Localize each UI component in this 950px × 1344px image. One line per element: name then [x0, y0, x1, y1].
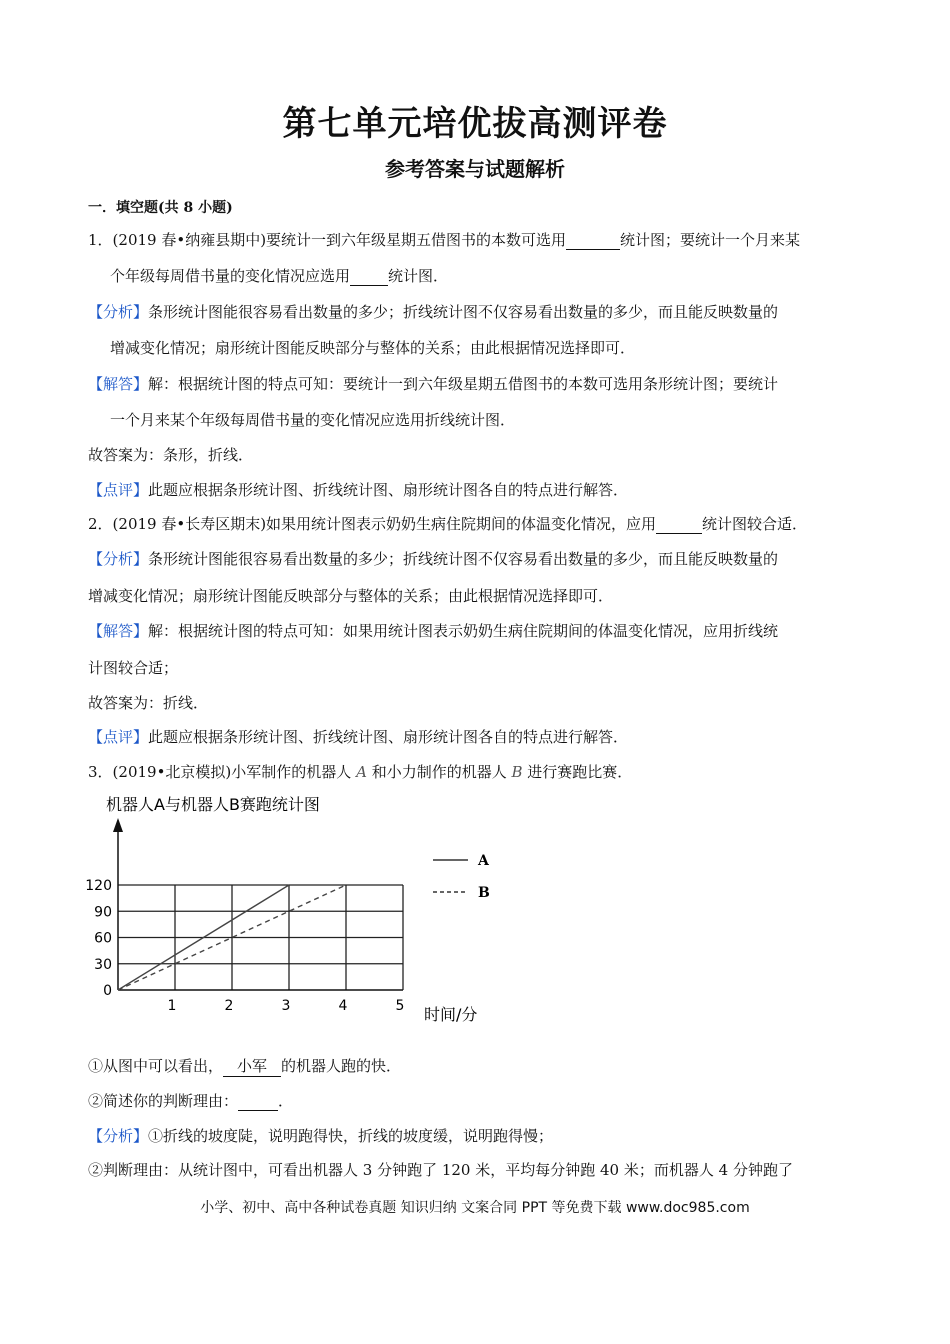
origin-label: 0 [103, 983, 112, 999]
chart-title: 机器人A与机器人B赛跑统计图 [106, 795, 320, 814]
q3-stem-part: 和小力制作的机器人 [371, 763, 507, 781]
analysis-text: 条形统计图能很容易看出数量的多少；折线统计图不仅容易看出数量的多少，而且能反映数量的 [148, 550, 779, 568]
q2-number: 2． [88, 515, 113, 533]
legend-label-b: B [478, 885, 490, 901]
q1-solution-cont: 一个月来某个年级每周借书量的变化情况应选用折线统计图． [110, 411, 516, 429]
robot-a-variable: A [356, 763, 367, 781]
race-line-chart [85, 790, 508, 1040]
y-axis-arrow [113, 818, 123, 832]
y-tick-label: 30 [94, 956, 112, 973]
q2-solution [88, 621, 778, 641]
x-tick-label: 5 [395, 998, 405, 1014]
analysis-tag: 【分析】 [88, 550, 149, 568]
page-footer: 小学、初中、高中各种试卷真题 知识归纳 文案合同 PPT 等免费下载 www.doc985.com [200, 1200, 750, 1216]
q3-analysis-cont: ②判断理由：从统计图中，可看出机器人 3 分钟跑了 120 米，平均每分钟跑 40 米；而机器人 4 分钟跑了 [88, 1161, 793, 1179]
comment-tag: 【点评】 [88, 481, 149, 499]
q1-blank-1[interactable] [566, 233, 620, 250]
q2-stem-part: (2019 春•长寿区期末)如果用统计图表示奶奶生病住院期间的体温变化情况，应用 [112, 515, 657, 533]
q3-sub1-answer[interactable]: 小军 [223, 1056, 281, 1077]
q2-blank[interactable] [656, 517, 702, 534]
robot-b-variable: B [511, 763, 523, 781]
q2-solution-cont: 计图较合适； [88, 659, 179, 677]
q2-stem [88, 514, 807, 534]
q1-analysis [88, 302, 778, 322]
q1-stem-part: 统计图． [388, 267, 449, 285]
x-axis-label: 时间/分 [424, 1005, 478, 1024]
q3-sub1-text: ①从图中可以看出， [88, 1057, 224, 1075]
q1-number: 1． [88, 231, 113, 249]
y-tick-label: 120 [85, 878, 112, 894]
q3-sub1 [88, 1056, 401, 1077]
q2-comment [88, 727, 628, 747]
q3-number: 3． [88, 763, 113, 781]
q3-sub1-text: 的机器人跑的快． [281, 1057, 402, 1075]
q3-sub2-blank[interactable] [238, 1094, 278, 1111]
legend-label-a: A [478, 853, 489, 869]
q1-answer: 故答案为：条形，折线． [88, 446, 254, 464]
x-tick-label: 1 [167, 998, 177, 1014]
q3-sub2 [88, 1091, 293, 1111]
x-tick-label: 2 [224, 998, 234, 1014]
q3-stem [88, 762, 632, 782]
comment-text: 此题应根据条形统计图、折线统计图、扇形统计图各自的特点进行解答． [148, 728, 629, 746]
analysis-tag: 【分析】 [88, 1127, 149, 1145]
q2-analysis [88, 549, 778, 569]
q1-stem-part: 统计图；要统计一个月来某 [620, 231, 801, 249]
q2-analysis-cont: 增减变化情况；扇形统计图能反映部分与整体的关系；由此根据情况选择即可． [88, 587, 614, 605]
q1-stem-part: 个年级每周借书量的变化情况应选用 [110, 267, 351, 285]
comment-tag: 【点评】 [88, 728, 149, 746]
q1-comment [88, 480, 628, 500]
q2-stem-part: 统计图较合适． [702, 515, 808, 533]
q2-answer: 故答案为：折线． [88, 694, 209, 712]
q3-stem-part: (2019•北京模拟)小军制作的机器人 [112, 763, 352, 781]
q1-stem-line2 [110, 266, 448, 286]
analysis-text: ①折线的坡度陡，说明跑得快，折线的坡度缓，说明跑得慢； [148, 1127, 554, 1145]
comment-text: 此题应根据条形统计图、折线统计图、扇形统计图各自的特点进行解答． [148, 481, 629, 499]
chart-ticks [85, 878, 404, 1014]
chart-grid [118, 885, 403, 990]
page-title: 第七单元培优拔高测评卷 [282, 104, 668, 144]
x-tick-label: 3 [281, 998, 291, 1014]
q1-analysis-cont: 增减变化情况；扇形统计图能反映部分与整体的关系；由此根据情况选择即可． [110, 339, 636, 357]
q1-blank-2[interactable] [350, 269, 388, 286]
q1-solution [88, 374, 778, 394]
page-subtitle: 参考答案与试题解析 [385, 157, 565, 181]
chart-legend [433, 853, 490, 901]
q1-stem-part: (2019 春•纳雍县期中)要统计一到六年级星期五借图书的本数可选用 [112, 231, 567, 249]
q3-stem-part: 进行赛跑比赛． [527, 763, 633, 781]
analysis-tag: 【分析】 [88, 303, 149, 321]
solution-tag: 【解答】 [88, 375, 149, 393]
y-tick-label: 60 [94, 930, 112, 947]
y-tick-label: 90 [94, 904, 112, 921]
solution-tag: 【解答】 [88, 622, 149, 640]
q1-stem-line1 [88, 230, 800, 250]
q3-sub2-text: ． [278, 1092, 294, 1110]
q3-analysis [88, 1126, 553, 1146]
section-heading: 一．填空题(共 8 小题) [88, 200, 233, 216]
q3-sub2-text: ②简述你的判断理由： [88, 1092, 239, 1110]
solution-text: 解：根据统计图的特点可知：要统计一到六年级星期五借图书的本数可选用条形统计图；要统计 [148, 375, 779, 393]
solution-text: 解：根据统计图的特点可知：如果用统计图表示奶奶生病住院期间的体温变化情况，应用折线统 [148, 622, 779, 640]
analysis-text: 条形统计图能很容易看出数量的多少；折线统计图不仅容易看出数量的多少，而且能反映数量的 [148, 303, 779, 321]
x-tick-label: 4 [338, 998, 348, 1014]
